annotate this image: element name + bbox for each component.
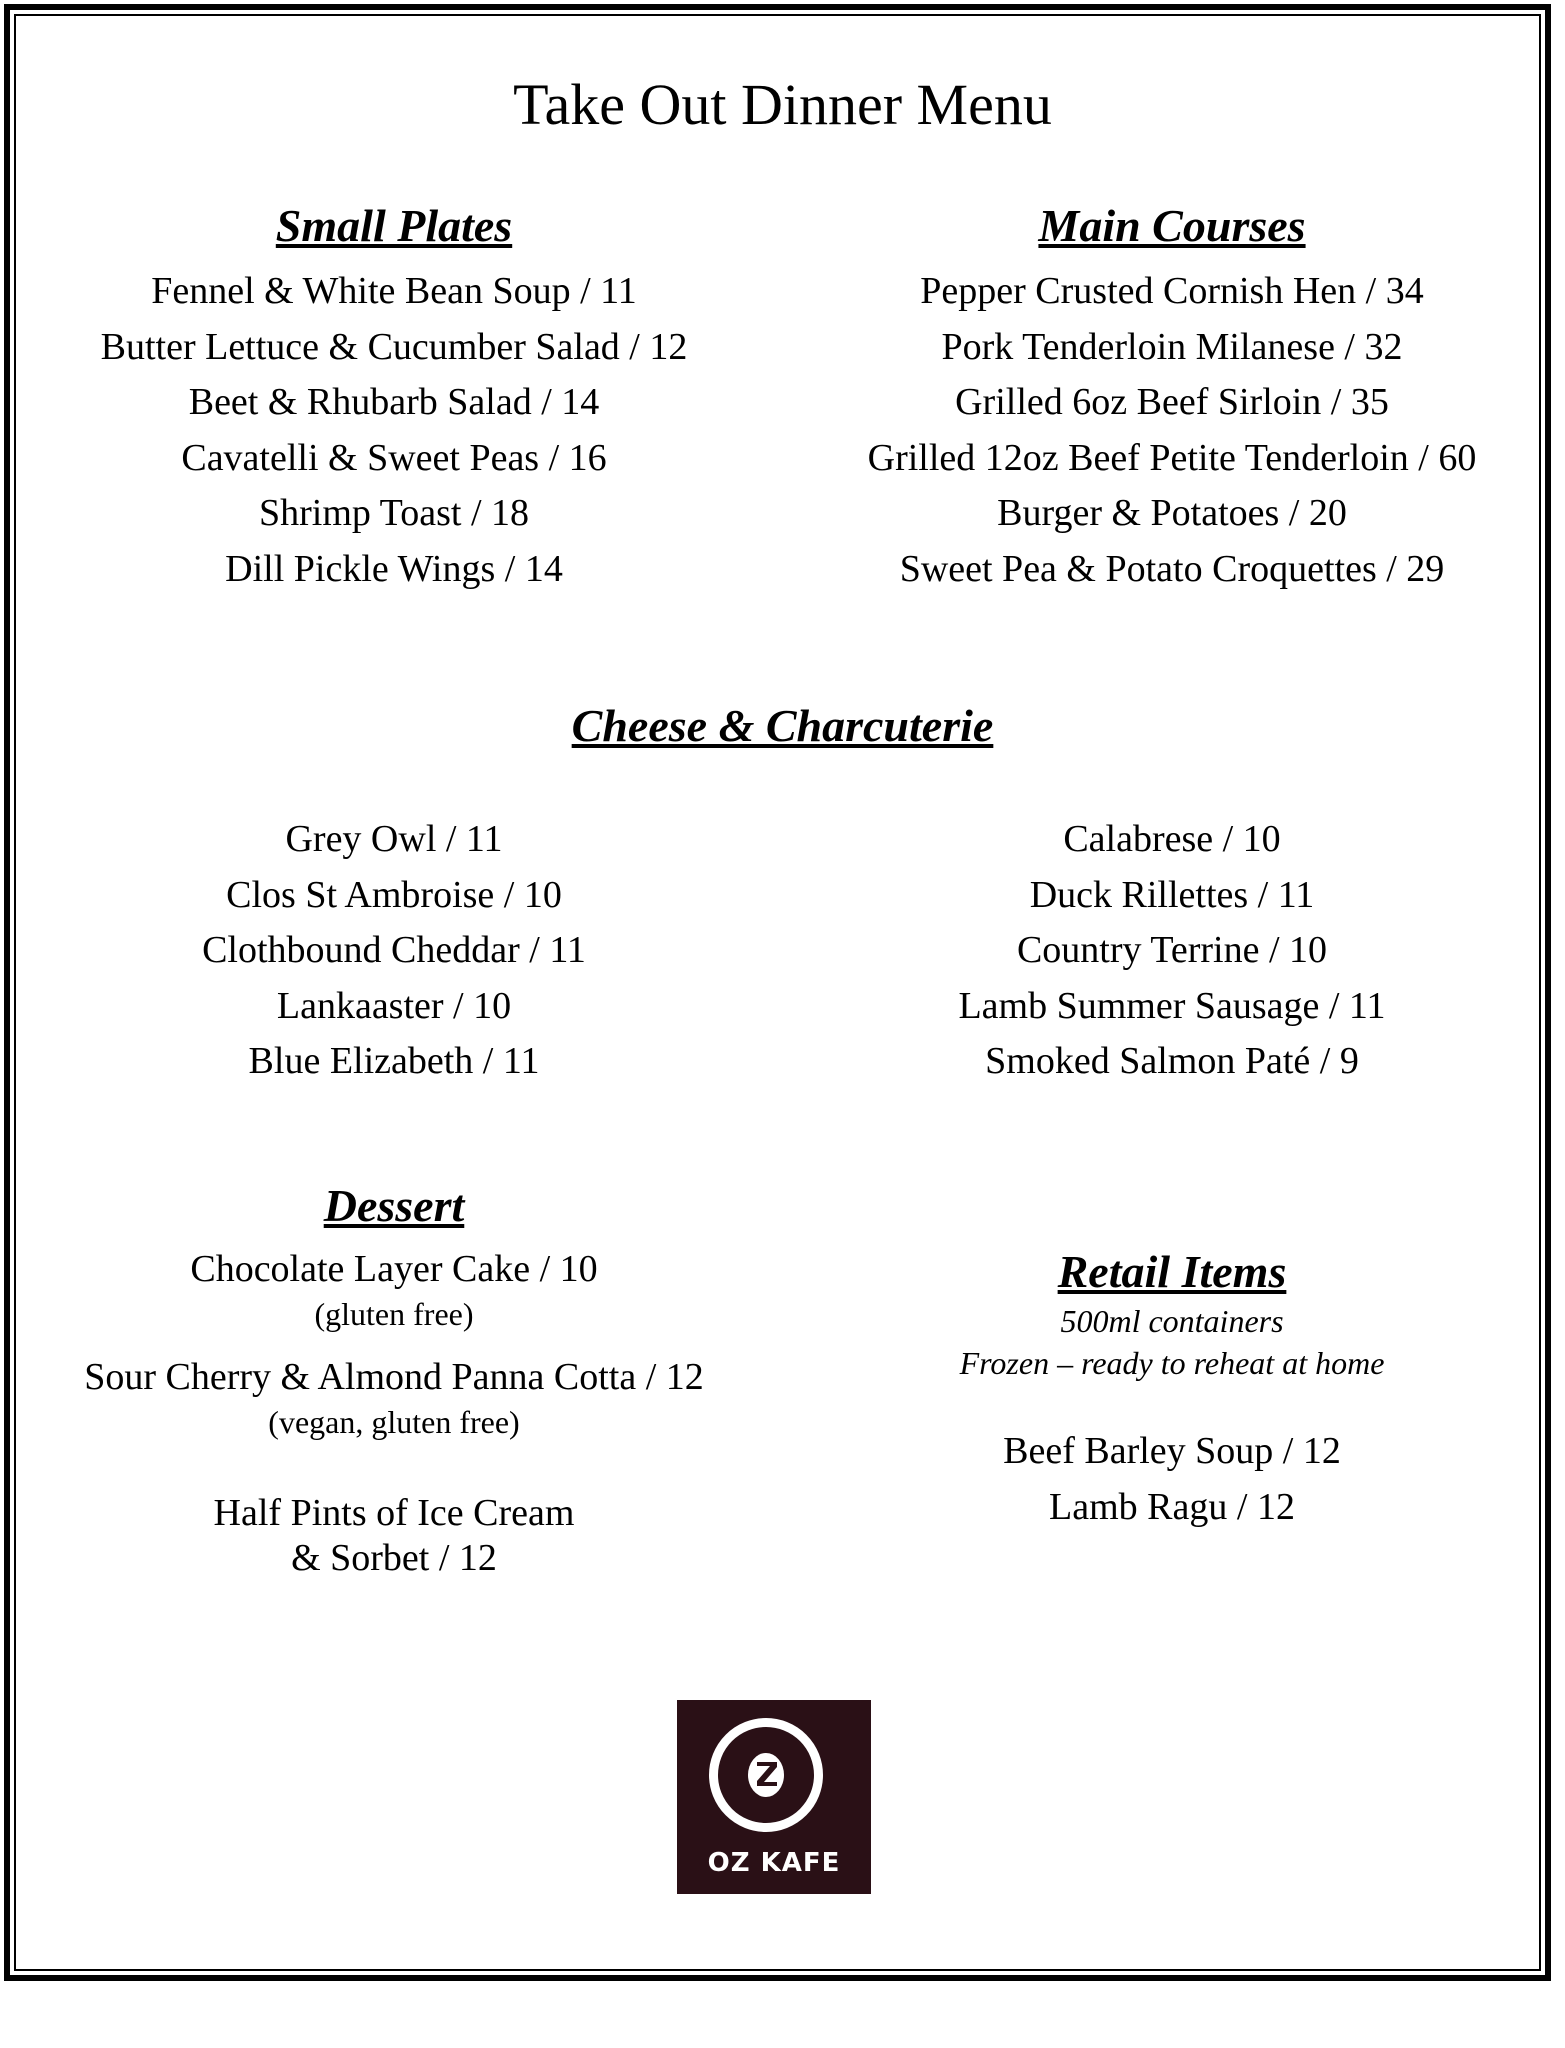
retail-section — [798, 1244, 1546, 1535]
menu-item: Lankaaster / 10 — [276, 984, 512, 1027]
menu-item: Dill Pickle Wings / 14 — [225, 547, 563, 590]
dessert-heading: Dessert — [323, 1180, 465, 1231]
menu-item-note: (gluten free) — [314, 1296, 474, 1332]
page-title: Take Out Dinner Menu — [513, 72, 1052, 137]
menu-item: Smoked Salmon Paté / 9 — [985, 1040, 1359, 1082]
main-courses-section — [798, 198, 1546, 597]
retail-heading: Retail Items — [1057, 1246, 1287, 1297]
menu-item: Grilled 6oz Beef Sirloin / 35 — [955, 381, 1389, 423]
charcuterie-list — [798, 812, 1546, 1090]
menu-item: Pork Tenderloin Milanese / 32 — [941, 325, 1403, 368]
logo-text: OZ KAFE — [707, 1848, 841, 1878]
menu-item: Shrimp Toast / 18 — [258, 492, 530, 534]
menu-item: Lamb Summer Sausage / 11 — [958, 984, 1386, 1027]
retail-subtitle: 500ml containers — [1060, 1303, 1284, 1339]
main-courses-heading: Main Courses — [1038, 200, 1306, 251]
small-plates-section — [20, 198, 768, 597]
menu-item: Beet & Rhubarb Salad / 14 — [188, 381, 600, 423]
menu-item: Sour Cherry & Almond Panna Cotta / 12 — [84, 1356, 704, 1398]
menu-item: & Sorbet / 12 — [291, 1537, 497, 1579]
menu-item: Pepper Crusted Cornish Hen / 34 — [920, 270, 1424, 312]
retail-subtitle: Frozen – ready to reheat at home — [959, 1345, 1385, 1381]
menu-item: Clothbound Cheddar / 11 — [202, 929, 586, 971]
menu-item: Duck Rillettes / 11 — [1029, 873, 1315, 916]
menu-item: Half Pints of Ice Cream — [213, 1492, 575, 1534]
menu-item: Grey Owl / 11 — [285, 818, 503, 860]
menu-item: Cavatelli & Sweet Peas / 16 — [181, 436, 607, 479]
menu-item: Grilled 12oz Beef Petite Tenderloin / 60 — [867, 436, 1477, 479]
logo-z-icon — [756, 1759, 778, 1789]
menu-item: Country Terrine / 10 — [1016, 929, 1328, 971]
menu-item: Chocolate Layer Cake / 10 — [190, 1248, 598, 1290]
menu-item: Blue Elizabeth / 11 — [248, 1040, 540, 1082]
menu-item: Clos St Ambroise / 10 — [226, 873, 562, 916]
logo-ring-icon — [709, 1718, 823, 1832]
menu-item: Fennel & White Bean Soup / 11 — [151, 270, 637, 312]
dessert-section — [20, 1178, 768, 1578]
cheese-list — [20, 812, 768, 1090]
small-plates-heading: Small Plates — [275, 200, 513, 251]
cheese-charcuterie-heading: Cheese & Charcuterie — [571, 700, 994, 751]
oz-kafe-logo — [677, 1700, 871, 1894]
menu-item: Calabrese / 10 — [1063, 818, 1281, 860]
menu-item: Beef Barley Soup / 12 — [1003, 1430, 1341, 1472]
menu-item: Burger & Potatoes / 20 — [997, 492, 1347, 534]
menu-item-note: (vegan, gluten free) — [268, 1404, 520, 1440]
menu-item: Sweet Pea & Potato Croquettes / 29 — [899, 547, 1445, 590]
menu-item: Butter Lettuce & Cucumber Salad / 12 — [100, 325, 688, 368]
menu-item: Lamb Ragu / 12 — [1049, 1485, 1295, 1528]
